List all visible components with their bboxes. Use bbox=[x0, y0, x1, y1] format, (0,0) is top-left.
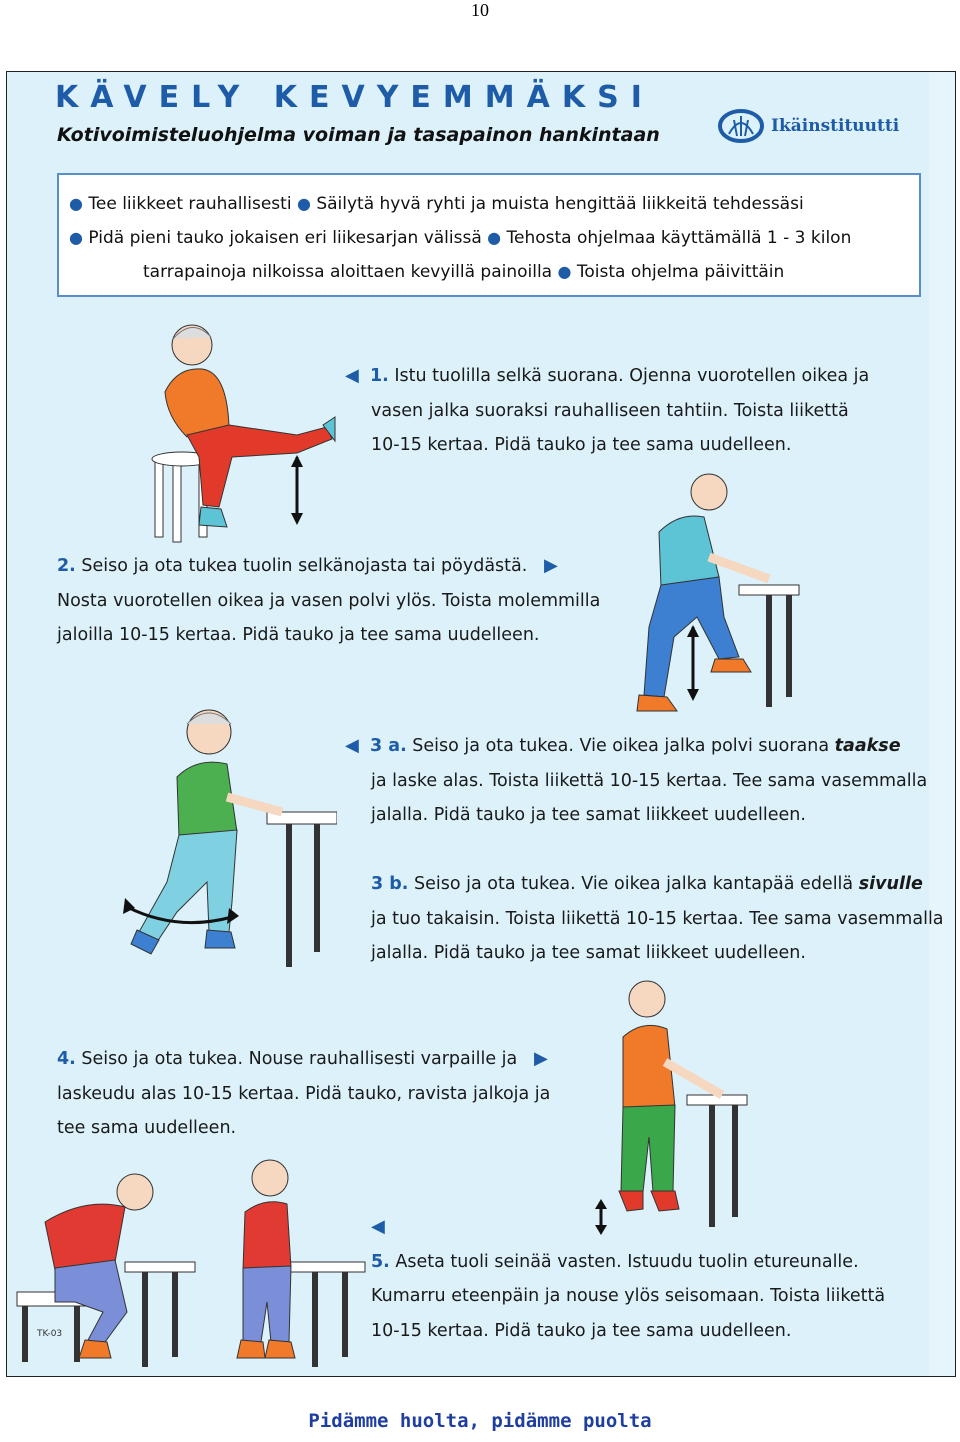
tips-box bbox=[57, 173, 921, 297]
illustrator-mark: TK-03 bbox=[37, 1329, 63, 1339]
step-5-line: 10-15 kertaa. Pidä tauko ja tee sama uudelleen. bbox=[371, 1320, 792, 1341]
step-3b-line: ja tuo takaisin. Toista liikettä 10-15 kertaa. Tee sama vasemmalla bbox=[371, 908, 944, 929]
exercise-poster bbox=[6, 71, 956, 1377]
figure-knee-lift bbox=[619, 467, 819, 727]
step-number: 3 b. bbox=[371, 874, 409, 894]
step-text: Aseta tuoli seinää vasten. Istuudu tuolin etureunalle. bbox=[395, 1251, 859, 1272]
tip-text: tarrapainoja nilkoissa aloittaen kevyillä painoilla bbox=[143, 262, 553, 282]
step-2-line bbox=[57, 549, 600, 584]
step-4-line bbox=[57, 1042, 550, 1077]
step-number: 4. bbox=[57, 1049, 76, 1069]
step-2-line: jaloilla 10-15 kertaa. Pidä tauko ja tee sama uudelleen. bbox=[57, 625, 540, 645]
figure-seated-leg-extension bbox=[137, 317, 337, 547]
tip-line bbox=[69, 255, 909, 289]
page-number: 10 bbox=[471, 0, 489, 20]
tip-text: Pidä pieni tauko jokaisen eri liikesarjan välissä bbox=[88, 228, 482, 248]
step-1-line: vasen jalka suoraksi rauhalliseen tahtiin. Toista liikettä bbox=[371, 400, 849, 421]
step-5-line bbox=[371, 1245, 885, 1280]
tip-text: Toista ohjelma päivittäin bbox=[576, 262, 785, 282]
step-3b-line bbox=[371, 867, 944, 902]
step-3a-line bbox=[345, 729, 927, 764]
pointer-right-icon: ▶ bbox=[544, 555, 558, 576]
tip-text: Tehosta ohjelmaa käyttämällä 1 - 3 kilon bbox=[506, 228, 852, 248]
bullet-icon: ● bbox=[557, 262, 572, 281]
step-1-line bbox=[345, 359, 869, 394]
step-4-line: tee sama uudelleen. bbox=[57, 1118, 237, 1138]
step-emphasis: sivulle bbox=[858, 874, 923, 894]
step-5-line: Kumarru eteenpäin ja nouse ylös seisomaan. Toista liikettä bbox=[371, 1286, 886, 1306]
step-text: Seiso ja ota tukea. Vie oikea jalka kantapää edellä bbox=[414, 874, 859, 894]
poster-subtitle: Kotivoimisteluohjelma voiman ja tasapainon hankintaan bbox=[57, 124, 660, 146]
step-2-line: Nosta vuorotellen oikea ja vasen polvi ylös. Toista molemmilla bbox=[57, 590, 601, 611]
step-4-line: laskeudu alas 10-15 kertaa. Pidä tauko, ravista jalkoja ja bbox=[57, 1083, 551, 1104]
footer-slogan: Pidämme huolta, pidämme puolta bbox=[308, 1410, 652, 1432]
figure-sit-to-stand bbox=[15, 1152, 375, 1372]
step-2 bbox=[57, 549, 600, 653]
step-3a-line: jalalla. Pidä tauko ja tee samat liikkeet uudelleen. bbox=[371, 805, 806, 825]
shell-logo-icon bbox=[717, 108, 765, 144]
step-5 bbox=[371, 1210, 885, 1348]
bullet-icon: ● bbox=[296, 194, 311, 213]
step-number: 1. bbox=[369, 366, 389, 386]
step-4 bbox=[57, 1042, 550, 1146]
step-3b-line: jalalla. Pidä tauko ja tee samat liikkeet uudelleen. bbox=[371, 943, 806, 963]
step-text: Seiso ja ota tukea. Vie oikea jalka polvi suorana bbox=[412, 736, 835, 756]
bullet-icon: ● bbox=[69, 194, 83, 213]
step-1-line: 10-15 kertaa. Pidä tauko ja tee sama uudelleen. bbox=[371, 435, 792, 455]
bullet-icon: ● bbox=[69, 228, 83, 247]
pointer-left-icon: ◀ bbox=[371, 1216, 385, 1237]
step-text: Seiso ja ota tukea tuolin selkänojasta tai pöydästä. bbox=[81, 556, 528, 576]
bullet-icon: ● bbox=[487, 228, 502, 247]
pointer-right-icon: ▶ bbox=[533, 1048, 548, 1069]
step-5-arrow-line bbox=[371, 1210, 885, 1245]
step-emphasis: taakse bbox=[834, 736, 901, 756]
step-text: Seiso ja ota tukea. Nouse rauhallisesti varpaille ja bbox=[81, 1049, 518, 1069]
step-number: 3 a. bbox=[369, 736, 407, 756]
tip-line bbox=[69, 221, 909, 255]
step-3a-line: ja laske alas. Toista liikettä 10-15 kertaa. Tee sama vasemmalla bbox=[371, 770, 928, 791]
step-number: 5. bbox=[371, 1251, 390, 1272]
tip-text: Säilytä hyvä ryhti ja muista hengittää liikkeitä tehdessäsi bbox=[316, 194, 804, 214]
pointer-left-icon: ◀ bbox=[345, 735, 359, 756]
step-1 bbox=[345, 359, 869, 463]
poster-background bbox=[7, 72, 944, 1376]
step-number: 2. bbox=[57, 556, 76, 576]
step-3a bbox=[345, 729, 927, 833]
figure-leg-back-side bbox=[117, 702, 337, 972]
step-text: Istu tuolilla selkä suorana. Ojenna vuorotellen oikea ja bbox=[394, 366, 870, 386]
poster-title: KÄVELY KEVYEMMÄKSI bbox=[55, 80, 654, 115]
logo-text: Ikäinstituutti bbox=[771, 116, 900, 136]
ikainstituutti-logo bbox=[717, 106, 927, 146]
pointer-left-icon: ◀ bbox=[345, 365, 359, 386]
tip-line bbox=[69, 187, 909, 221]
tip-text: Tee liikkeet rauhallisesti bbox=[88, 194, 292, 214]
figure-tiptoe-raise bbox=[587, 977, 767, 1247]
step-3b bbox=[371, 867, 944, 971]
